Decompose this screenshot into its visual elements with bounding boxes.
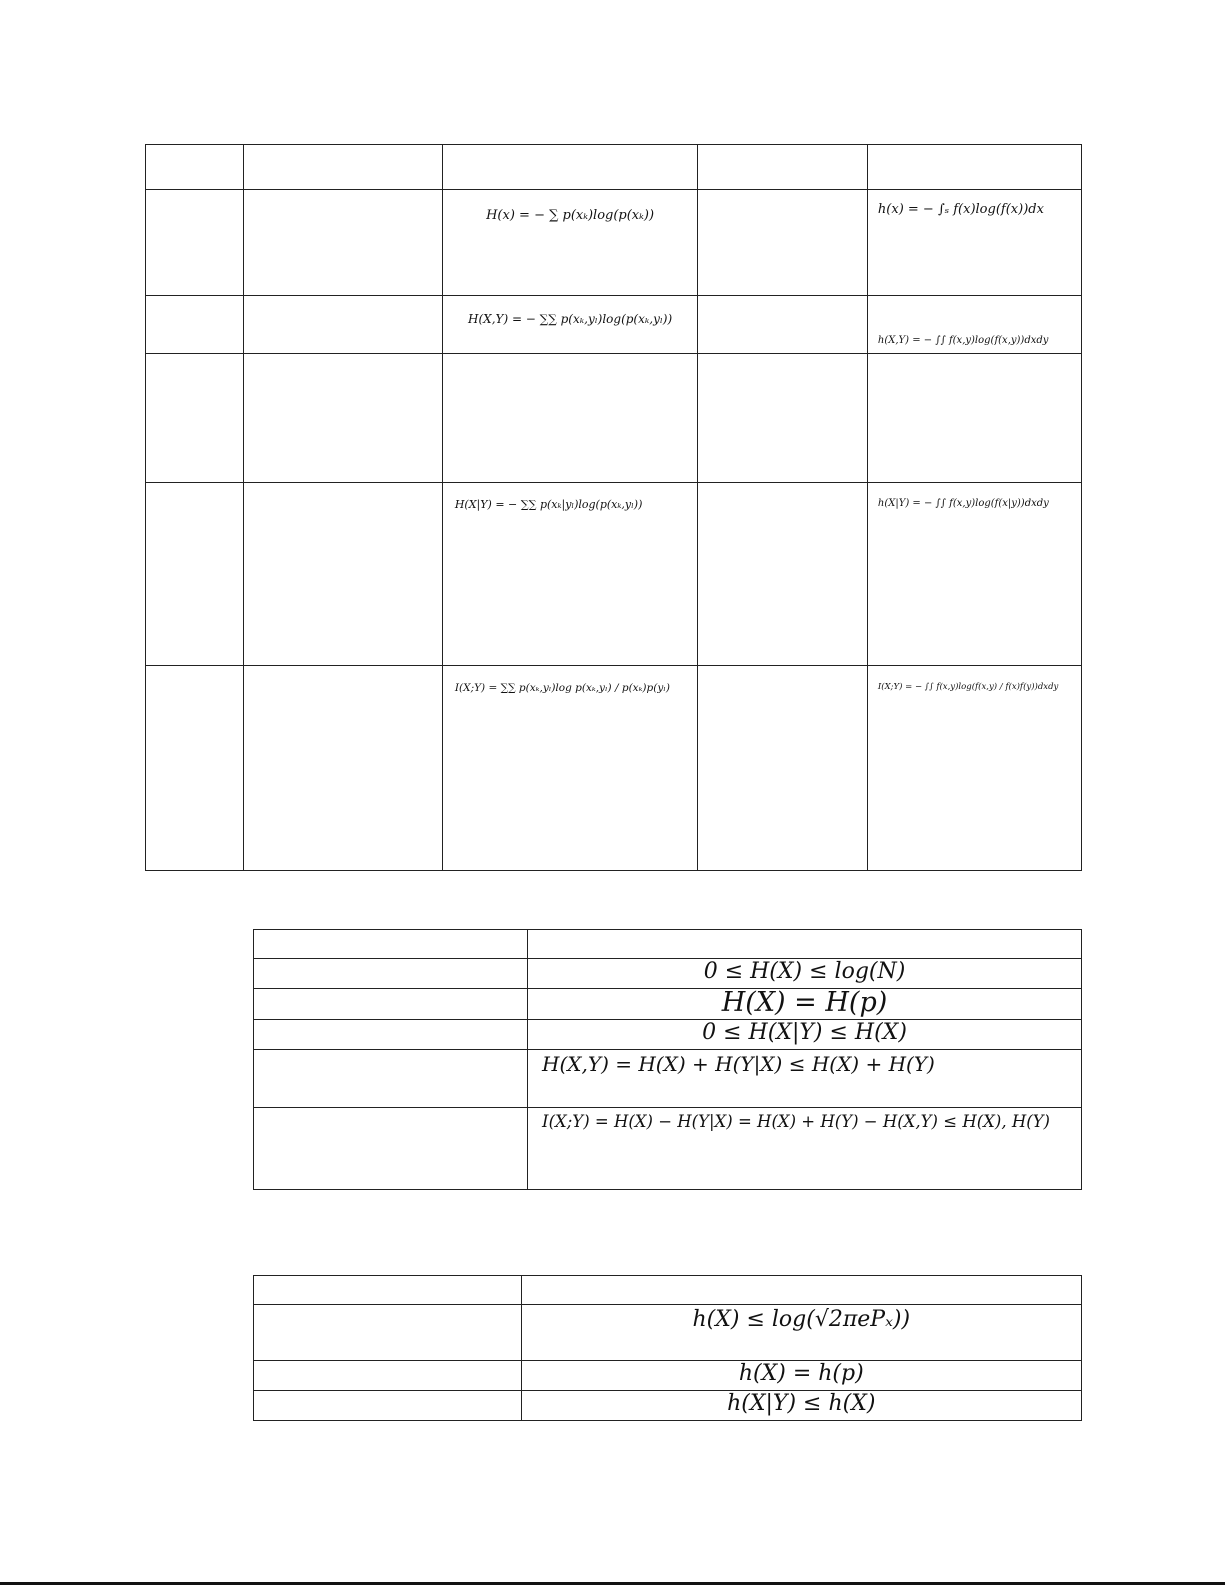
table-cell xyxy=(243,296,442,354)
table-cell xyxy=(698,483,868,666)
entropy-bound-property: 0 ≤ H(X) ≤ log(N) xyxy=(703,959,906,984)
continuous-properties-table xyxy=(253,1275,1082,1421)
table-row xyxy=(254,959,1082,989)
table-row xyxy=(254,989,1082,1020)
entropy-discrete-formula: H(x) = − ∑ p(xₖ)log(p(xₖ)) xyxy=(486,208,655,223)
table-cell xyxy=(243,354,442,483)
table-cell xyxy=(243,190,442,296)
table-row xyxy=(146,666,1082,871)
table-cell xyxy=(146,354,244,483)
table-cell xyxy=(146,483,244,666)
mutual-information-discrete-formula: I(X;Y) = ∑∑ p(xₖ,yₗ)log p(xₖ,yₗ) / p(xₖ)p(yₗ) xyxy=(454,682,670,694)
table-cell xyxy=(867,483,1081,666)
table-cell xyxy=(528,1020,1082,1050)
table-cell xyxy=(521,1305,1081,1361)
table-cell xyxy=(698,354,868,483)
table-cell xyxy=(254,1108,528,1190)
table-row xyxy=(254,1391,1082,1421)
entropy-equality-property: H(X) = H(p) xyxy=(721,987,888,1018)
joint-entropy-discrete-formula: H(X,Y) = − ∑∑ p(xₖ,yₗ)log(p(xₖ,yₗ)) xyxy=(468,312,673,326)
table-cell xyxy=(254,989,528,1020)
table-cell xyxy=(243,483,442,666)
table-cell xyxy=(254,1305,522,1361)
table-row xyxy=(146,354,1082,483)
table-cell xyxy=(867,354,1081,483)
max-differential-entropy-property: h(X) ≤ log(√2πePₓ)) xyxy=(692,1307,911,1332)
table-cell xyxy=(521,1391,1081,1421)
table-cell xyxy=(528,930,1082,959)
table-cell xyxy=(243,145,442,190)
table-cell xyxy=(442,145,697,190)
differential-entropy-equality-property: h(X) = h(p) xyxy=(738,1361,864,1386)
table-cell xyxy=(528,989,1082,1020)
table-cell xyxy=(442,483,697,666)
table-cell xyxy=(528,1108,1082,1190)
table-cell xyxy=(698,145,868,190)
table-cell xyxy=(528,1050,1082,1108)
table-row xyxy=(146,296,1082,354)
table-cell xyxy=(146,666,244,871)
table-row xyxy=(146,145,1082,190)
joint-entropy-chain-rule: H(X,Y) = H(X) + H(Y|X) ≤ H(X) + H(Y) xyxy=(542,1052,935,1076)
table-cell xyxy=(867,190,1081,296)
table-cell xyxy=(254,959,528,989)
table-cell xyxy=(254,1020,528,1050)
discrete-properties-table xyxy=(253,929,1082,1190)
table-cell xyxy=(442,190,697,296)
table-row xyxy=(254,1020,1082,1050)
table-row xyxy=(146,190,1082,296)
table-row xyxy=(254,1050,1082,1108)
table-row xyxy=(254,1108,1082,1190)
table-cell xyxy=(254,1361,522,1391)
table-cell xyxy=(521,1276,1081,1305)
table-cell xyxy=(254,1276,522,1305)
conditional-entropy-bound-property: 0 ≤ H(X|Y) ≤ H(X) xyxy=(702,1020,907,1045)
table-cell xyxy=(867,145,1081,190)
table-cell xyxy=(146,296,244,354)
conditional-differential-entropy-bound: h(X|Y) ≤ h(X) xyxy=(727,1391,876,1416)
entropy-continuous-formula: h(x) = − ∫ₛ f(x)log(f(x))dx xyxy=(877,202,1044,217)
joint-entropy-continuous-formula: h(X,Y) = − ∫∫ f(x,y)log(f(x,y))dxdy xyxy=(877,335,1049,346)
mutual-information-identity: I(X;Y) = H(X) − H(Y|X) = H(X) + H(Y) − H(X,Y) ≤ H(X), H(Y) xyxy=(542,1112,1050,1131)
table-cell xyxy=(442,666,697,871)
table-cell xyxy=(521,1361,1081,1391)
table-cell xyxy=(528,959,1082,989)
conditional-entropy-continuous-formula: h(X|Y) = − ∫∫ f(x,y)log(f(x|y))dxdy xyxy=(877,498,1049,509)
table-cell xyxy=(254,1391,522,1421)
table-cell xyxy=(867,666,1081,871)
table-cell xyxy=(146,190,244,296)
conditional-entropy-discrete-formula: H(X|Y) = − ∑∑ p(xₖ|yₗ)log(p(xₖ,yₗ)) xyxy=(454,498,643,511)
table-cell xyxy=(698,296,868,354)
table-cell xyxy=(867,296,1081,354)
table-cell xyxy=(146,145,244,190)
table-row xyxy=(254,1361,1082,1391)
table-cell xyxy=(254,930,528,959)
table-cell xyxy=(442,354,697,483)
table-row xyxy=(254,930,1082,959)
table-cell xyxy=(442,296,697,354)
table-cell xyxy=(698,190,868,296)
table-cell xyxy=(254,1050,528,1108)
table-cell xyxy=(698,666,868,871)
entropy-definitions-table xyxy=(145,144,1082,871)
table-cell xyxy=(243,666,442,871)
table-row xyxy=(254,1276,1082,1305)
mutual-information-continuous-formula: I(X;Y) = − ∫∫ f(x,y)log(f(x,y) / f(x)f(y))dxdy xyxy=(877,682,1059,692)
table-row xyxy=(254,1305,1082,1361)
table-row xyxy=(146,483,1082,666)
